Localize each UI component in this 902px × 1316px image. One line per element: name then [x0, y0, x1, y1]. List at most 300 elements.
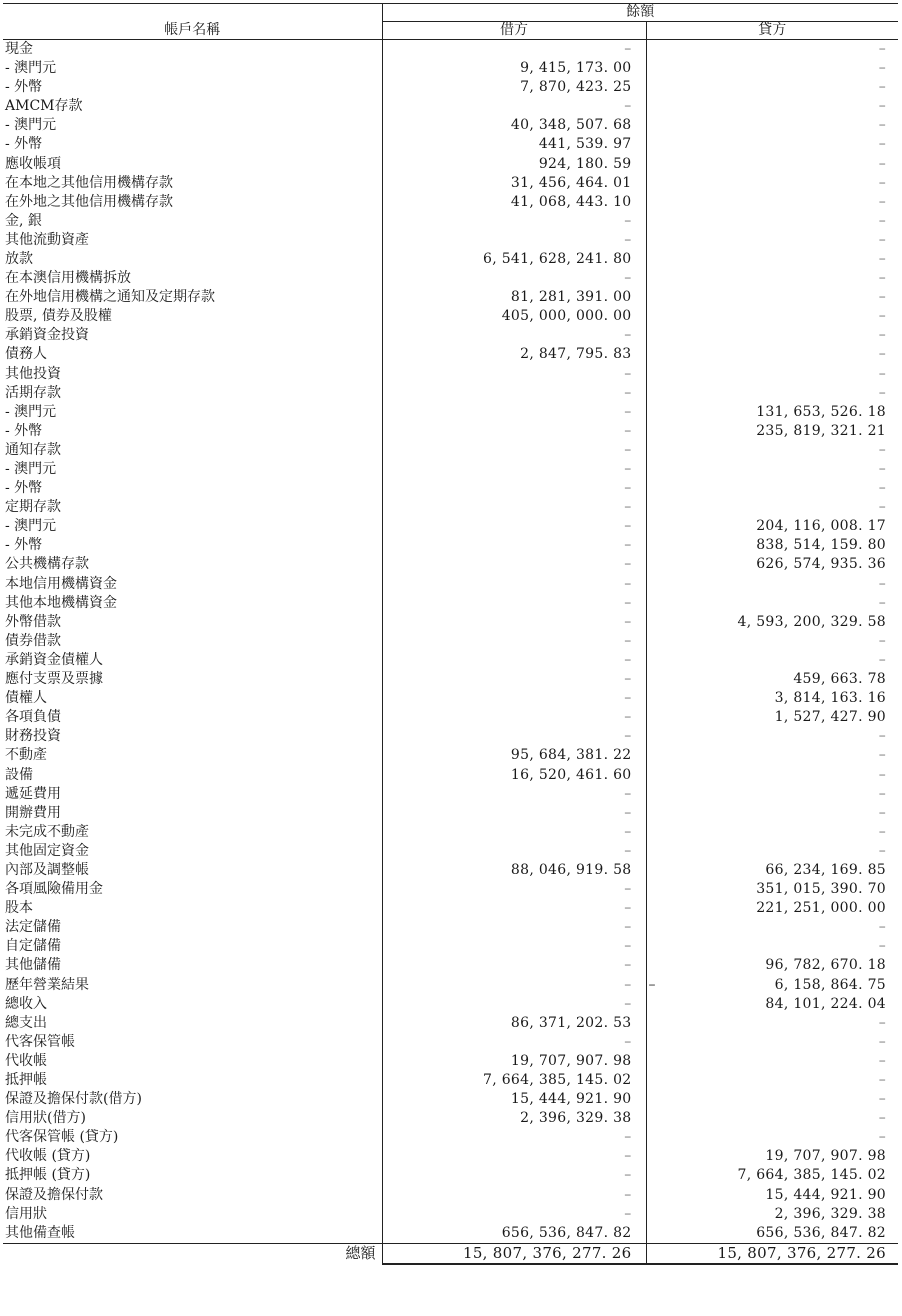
ledger-rows — [3, 40, 898, 1244]
credit-cell — [646, 498, 898, 517]
debit-cell — [382, 441, 646, 460]
debit-cell — [382, 1166, 646, 1185]
ledger-row — [3, 1147, 898, 1166]
debit-cell — [382, 1205, 646, 1224]
debit-value: 15, 444, 921. 90 — [510, 1091, 632, 1108]
debit-cell — [382, 1147, 646, 1166]
credit-cell — [646, 1090, 898, 1109]
credit-cell — [646, 365, 898, 384]
account-name-cell: 其他流動資產 — [3, 231, 382, 250]
account-name-cell: 股本 — [3, 899, 382, 918]
debit-value: 405, 000, 000. 00 — [501, 308, 632, 325]
credit-value: – — [878, 919, 886, 936]
debit-value: 81, 281, 391. 00 — [510, 289, 632, 306]
credit-value: – — [878, 842, 886, 859]
debit-cell — [382, 1090, 646, 1109]
debit-cell — [382, 651, 646, 670]
credit-cell — [646, 403, 898, 422]
ledger-row — [3, 479, 898, 498]
credit-value: 1, 527, 427. 90 — [774, 709, 886, 726]
account-name-cell: - 澳門元 — [3, 116, 382, 135]
debit-cell — [382, 765, 646, 784]
credit-cell — [646, 97, 898, 116]
account-name-cell: - 外幣 — [3, 536, 382, 555]
account-name-cell: 其他本地機構資金 — [3, 594, 382, 613]
credit-cell — [646, 1128, 898, 1147]
debit-value: – — [624, 804, 632, 821]
account-name-cell: 保證及擔保付款 — [3, 1186, 382, 1205]
credit-value: – — [878, 155, 886, 172]
debit-header: 借方 — [382, 22, 646, 40]
credit-cell — [646, 842, 898, 861]
account-name-cell: 財務投資 — [3, 727, 382, 746]
credit-value: 459, 663. 78 — [793, 671, 886, 688]
ledger-row — [3, 288, 898, 307]
debit-cell — [382, 594, 646, 613]
account-name-cell: 債券借款 — [3, 632, 382, 651]
credit-value: 626, 574, 935. 36 — [756, 556, 886, 573]
account-name-cell: 債權人 — [3, 689, 382, 708]
ledger-row — [3, 193, 898, 212]
credit-value: – — [878, 1033, 886, 1050]
account-name-cell: 自定儲備 — [3, 937, 382, 956]
debit-cell — [382, 575, 646, 594]
debit-cell — [382, 460, 646, 479]
debit-cell — [382, 422, 646, 441]
ledger-row — [3, 823, 898, 842]
credit-value: 66, 234, 169. 85 — [765, 861, 886, 878]
debit-cell — [382, 842, 646, 861]
account-name-cell: 股票, 債券及股權 — [3, 307, 382, 326]
ledger-row — [3, 326, 898, 345]
credit-cell — [646, 1147, 898, 1166]
debit-value: 40, 348, 507. 68 — [510, 117, 632, 134]
debit-cell — [382, 498, 646, 517]
debit-cell — [382, 365, 646, 384]
ledger-row — [3, 1186, 898, 1205]
debit-value: – — [624, 728, 632, 745]
credit-value: 235, 819, 321. 21 — [756, 422, 886, 439]
account-name-cell: 代收帳 (貸方) — [3, 1147, 382, 1166]
debit-cell — [382, 326, 646, 345]
credit-cell — [646, 727, 898, 746]
credit-cell — [646, 613, 898, 632]
debit-value: 41, 068, 443. 10 — [510, 193, 632, 210]
debit-value: 19, 707, 907. 98 — [510, 1052, 632, 1069]
debit-value: – — [624, 709, 632, 726]
ledger-row — [3, 689, 898, 708]
debit-value: 95, 684, 381. 22 — [510, 747, 632, 764]
debit-cell — [382, 1224, 646, 1244]
account-name-cell: 在外地之其他信用機構存款 — [3, 193, 382, 212]
credit-cell — [646, 135, 898, 154]
credit-value: – — [878, 651, 886, 668]
ledger-row — [3, 613, 898, 632]
account-name-cell: 信用狀 — [3, 1205, 382, 1224]
ledger-row — [3, 880, 898, 899]
debit-cell — [382, 1033, 646, 1052]
credit-value: 15, 444, 921. 90 — [765, 1186, 886, 1203]
credit-cell — [646, 384, 898, 403]
debit-value: – — [624, 499, 632, 516]
account-name-cell: 金, 銀 — [3, 212, 382, 231]
credit-cell — [646, 307, 898, 326]
debit-value: – — [624, 785, 632, 802]
ledger-row — [3, 727, 898, 746]
credit-cell — [646, 154, 898, 173]
credit-cell — [646, 956, 898, 975]
ledger-row — [3, 708, 898, 727]
ledger-row — [3, 97, 898, 116]
account-name-cell: 其他備查帳 — [3, 1224, 382, 1244]
credit-value: – — [878, 60, 886, 77]
debit-value: – — [624, 842, 632, 859]
account-name-cell: 歷年營業結果 — [3, 976, 382, 995]
debit-cell — [382, 632, 646, 651]
account-name-cell: 保證及擔保付款(借方) — [3, 1090, 382, 1109]
credit-value: – — [878, 41, 886, 57]
credit-cell — [646, 937, 898, 956]
credit-cell — [646, 785, 898, 804]
account-name-cell: 公共機構存款 — [3, 555, 382, 574]
debit-value: – — [624, 480, 632, 497]
credit-value: – — [878, 461, 886, 478]
account-name-cell: 現金 — [3, 40, 382, 60]
account-name-cell: 應收帳項 — [3, 154, 382, 173]
credit-cell — [646, 575, 898, 594]
debit-value: – — [624, 231, 632, 248]
debit-cell — [382, 937, 646, 956]
account-name-cell: 承銷資金債權人 — [3, 651, 382, 670]
credit-value: – — [878, 365, 886, 382]
ledger-row — [3, 307, 898, 326]
account-name-cell: 在本地之其他信用機構存款 — [3, 174, 382, 193]
debit-cell — [382, 727, 646, 746]
ledger-row — [3, 365, 898, 384]
credit-cell — [646, 174, 898, 193]
ledger-row — [3, 651, 898, 670]
credit-cell — [646, 708, 898, 727]
ledger-row — [3, 1205, 898, 1224]
debit-cell — [382, 613, 646, 632]
total-label: 總額 — [3, 1243, 382, 1264]
credit-value: – — [878, 785, 886, 802]
credit-cell — [646, 212, 898, 231]
account-name-cell: 抵押帳 — [3, 1071, 382, 1090]
ledger-row — [3, 460, 898, 479]
ledger-row — [3, 212, 898, 231]
debit-value: 9, 415, 173. 00 — [520, 60, 632, 77]
account-name-cell: 其他投資 — [3, 365, 382, 384]
debit-cell — [382, 269, 646, 288]
debit-cell — [382, 212, 646, 231]
debit-value: 6, 541, 628, 241. 80 — [483, 250, 632, 267]
ledger-row — [3, 1071, 898, 1090]
credit-value: – — [878, 250, 886, 267]
debit-cell — [382, 193, 646, 212]
ledger-row — [3, 498, 898, 517]
debit-value: – — [624, 900, 632, 917]
debit-value: – — [624, 1033, 632, 1050]
ledger-row — [3, 918, 898, 937]
ledger-row — [3, 1090, 898, 1109]
credit-value: – — [878, 174, 886, 191]
ledger-row — [3, 632, 898, 651]
ledger-row — [3, 1109, 898, 1128]
credit-cell — [646, 880, 898, 899]
credit-cell — [646, 231, 898, 250]
debit-cell — [382, 403, 646, 422]
debit-value: – — [624, 41, 632, 57]
debit-value: – — [624, 212, 632, 229]
account-name-cell: 信用狀(借方) — [3, 1109, 382, 1128]
credit-value: 3, 814, 163. 16 — [774, 690, 886, 707]
credit-cell — [646, 116, 898, 135]
credit-value: – — [878, 441, 886, 458]
credit-value: – — [878, 270, 886, 287]
ledger-row — [3, 116, 898, 135]
credit-cell — [646, 670, 898, 689]
debit-cell — [382, 345, 646, 364]
ledger-row — [3, 746, 898, 765]
debit-cell — [382, 995, 646, 1014]
debit-value: – — [624, 995, 632, 1012]
debit-value: 656, 536, 847. 82 — [501, 1224, 632, 1241]
debit-value: 16, 520, 461. 60 — [510, 766, 632, 783]
debit-value: – — [624, 938, 632, 955]
credit-cell — [646, 861, 898, 880]
account-name-cell: - 澳門元 — [3, 517, 382, 536]
balance-header: 餘額 — [382, 4, 898, 22]
debit-cell — [382, 746, 646, 765]
trial-balance-table — [3, 3, 898, 1265]
debit-value: 2, 847, 795. 83 — [520, 346, 632, 363]
credit-cell — [646, 765, 898, 784]
debit-value: – — [624, 919, 632, 936]
credit-value: 2, 396, 329. 38 — [774, 1205, 886, 1222]
debit-cell — [382, 956, 646, 975]
debit-value: – — [624, 270, 632, 287]
debit-value: – — [624, 1129, 632, 1146]
debit-value: – — [624, 461, 632, 478]
credit-value: – — [878, 117, 886, 134]
debit-value: – — [624, 575, 632, 592]
ledger-row — [3, 154, 898, 173]
credit-value: 838, 514, 159. 80 — [756, 537, 886, 554]
debit-cell — [382, 670, 646, 689]
account-name-cell: 代客保管帳 — [3, 1033, 382, 1052]
debit-value: – — [624, 537, 632, 554]
debit-cell — [382, 78, 646, 97]
credit-value: – — [878, 98, 886, 115]
debit-cell — [382, 785, 646, 804]
credit-value: – — [878, 938, 886, 955]
account-name-cell: - 澳門元 — [3, 460, 382, 479]
credit-value: – — [878, 728, 886, 745]
account-name-cell: 設備 — [3, 765, 382, 784]
credit-cell — [646, 899, 898, 918]
debit-cell — [382, 976, 646, 995]
account-name-cell: 代收帳 — [3, 1052, 382, 1071]
debit-value: – — [624, 976, 632, 993]
credit-cell — [646, 918, 898, 937]
credit-cell — [646, 479, 898, 498]
debit-value: – — [624, 327, 632, 344]
debit-cell — [382, 555, 646, 574]
account-name-cell: 在外地信用機構之通知及定期存款 — [3, 288, 382, 307]
credit-cell — [646, 78, 898, 97]
account-name-cell: 各項負債 — [3, 708, 382, 727]
debit-cell — [382, 861, 646, 880]
ledger-row — [3, 403, 898, 422]
ledger-row — [3, 976, 898, 995]
account-name-cell: 應付支票及票據 — [3, 670, 382, 689]
debit-value: – — [624, 671, 632, 688]
account-name-cell: 在本澳信用機構拆放 — [3, 269, 382, 288]
credit-cell — [646, 250, 898, 269]
debit-value: – — [624, 1186, 632, 1203]
debit-value: – — [624, 613, 632, 630]
ledger-row — [3, 1224, 898, 1244]
credit-cell — [646, 59, 898, 78]
ledger-row — [3, 956, 898, 975]
credit-header: 貸方 — [646, 22, 898, 40]
credit-value: – — [878, 1129, 886, 1146]
debit-cell — [382, 517, 646, 536]
ledger-row — [3, 995, 898, 1014]
credit-value: – — [878, 346, 886, 363]
credit-cell — [646, 1071, 898, 1090]
total-credit: 15, 807, 376, 277. 26 — [646, 1243, 898, 1264]
credit-value: 84, 101, 224. 04 — [765, 995, 886, 1012]
debit-cell — [382, 1109, 646, 1128]
debit-value: – — [624, 881, 632, 898]
debit-cell — [382, 708, 646, 727]
debit-value: 441, 539. 97 — [538, 136, 632, 153]
ledger-row — [3, 59, 898, 78]
total-debit: 15, 807, 376, 277. 26 — [382, 1243, 646, 1264]
debit-cell — [382, 384, 646, 403]
account-name-cell: 未完成不動產 — [3, 823, 382, 842]
ledger-row — [3, 231, 898, 250]
account-name-cell: AMCM存款 — [3, 97, 382, 116]
debit-value: 7, 870, 423. 25 — [520, 79, 632, 96]
credit-value: – — [878, 327, 886, 344]
ledger-row — [3, 594, 898, 613]
credit-cell — [646, 1205, 898, 1224]
ledger-row — [3, 536, 898, 555]
debit-cell — [382, 823, 646, 842]
credit-value: – — [878, 79, 886, 96]
account-name-cell: - 外幣 — [3, 135, 382, 154]
credit-value: – — [878, 480, 886, 497]
debit-value: 86, 371, 202. 53 — [510, 1014, 632, 1031]
credit-cell — [646, 594, 898, 613]
credit-value: 7, 664, 385, 145. 02 — [737, 1167, 886, 1184]
debit-value: – — [624, 690, 632, 707]
debit-value: – — [624, 422, 632, 439]
credit-cell — [646, 1052, 898, 1071]
debit-cell — [382, 59, 646, 78]
credit-cell — [646, 1224, 898, 1244]
credit-value: – — [878, 594, 886, 611]
debit-cell — [382, 1071, 646, 1090]
ledger-row — [3, 441, 898, 460]
account-name-cell: 本地信用機構資金 — [3, 575, 382, 594]
credit-value: 19, 707, 907. 98 — [765, 1148, 886, 1165]
account-name-header: 帳戶名稱 — [3, 4, 382, 40]
account-name-cell: - 外幣 — [3, 422, 382, 441]
credit-cell — [646, 288, 898, 307]
debit-value: – — [624, 1167, 632, 1184]
account-name-cell: 開辦費用 — [3, 804, 382, 823]
credit-value: – — [878, 384, 886, 401]
account-name-cell: - 澳門元 — [3, 403, 382, 422]
debit-cell — [382, 135, 646, 154]
ledger-row — [3, 78, 898, 97]
account-name-cell: 法定儲備 — [3, 918, 382, 937]
account-name-cell: 內部及調整帳 — [3, 861, 382, 880]
credit-value: 96, 782, 670. 18 — [765, 957, 886, 974]
account-name-cell: - 澳門元 — [3, 59, 382, 78]
credit-value: – — [878, 747, 886, 764]
credit-cell — [646, 1014, 898, 1033]
debit-cell — [382, 116, 646, 135]
account-name-cell: 總支出 — [3, 1014, 382, 1033]
account-name-cell: 其他固定資金 — [3, 842, 382, 861]
credit-value: 351, 015, 390. 70 — [756, 881, 886, 898]
credit-cell — [646, 1033, 898, 1052]
credit-cell — [646, 1186, 898, 1205]
credit-value: – — [878, 212, 886, 229]
account-name-cell: 代客保管帳 (貸方) — [3, 1128, 382, 1147]
credit-value: – — [878, 632, 886, 649]
credit-cell — [646, 555, 898, 574]
credit-value: – — [878, 766, 886, 783]
credit-cell — [646, 1109, 898, 1128]
account-name-cell: 承銷資金投資 — [3, 326, 382, 345]
debit-value: – — [624, 823, 632, 840]
debit-cell — [382, 97, 646, 116]
debit-cell — [382, 918, 646, 937]
debit-cell — [382, 1186, 646, 1205]
debit-value: – — [624, 632, 632, 649]
ledger-row — [3, 785, 898, 804]
account-name-cell: 通知存款 — [3, 441, 382, 460]
credit-cell — [646, 441, 898, 460]
debit-value: – — [624, 556, 632, 573]
ledger-row — [3, 269, 898, 288]
credit-value: – — [878, 499, 886, 516]
credit-value: – — [878, 575, 886, 592]
account-name-cell: 抵押帳 (貸方) — [3, 1166, 382, 1185]
debit-cell — [382, 1014, 646, 1033]
ledger-page — [3, 3, 898, 1313]
total-row — [3, 1243, 898, 1264]
ledger-row — [3, 842, 898, 861]
credit-value: 131, 653, 526. 18 — [756, 403, 886, 420]
credit-cell — [646, 345, 898, 364]
credit-cell — [646, 536, 898, 555]
debit-cell — [382, 40, 646, 60]
credit-value: – — [878, 289, 886, 306]
credit-value: – — [878, 1014, 886, 1031]
credit-cell — [646, 632, 898, 651]
ledger-row — [3, 174, 898, 193]
credit-value: – — [878, 804, 886, 821]
debit-cell — [382, 1128, 646, 1147]
credit-cell — [646, 193, 898, 212]
